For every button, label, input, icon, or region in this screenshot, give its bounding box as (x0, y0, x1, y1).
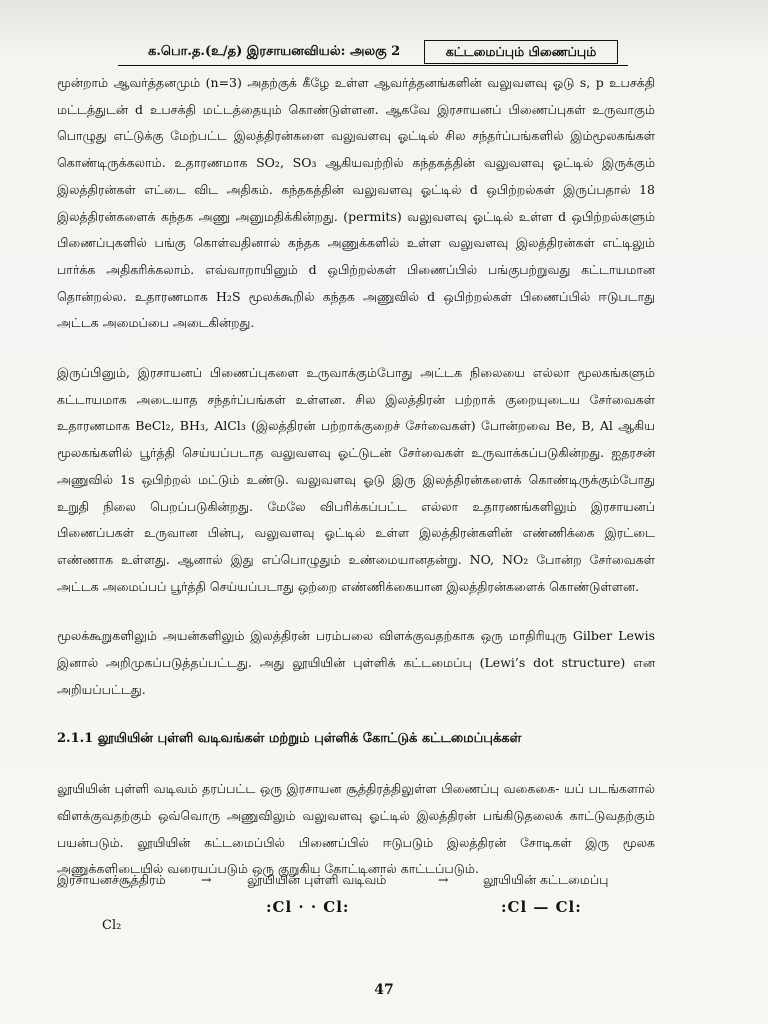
arrow-icon: → (438, 872, 449, 887)
label-lewis-dot: லூயியின் புள்ளி வடிவம் (247, 872, 387, 887)
arrow-icon: → (201, 872, 212, 887)
reaction-row (57, 872, 657, 896)
page-number: 47 (374, 982, 394, 998)
section-heading: 2.1.1 லூயியின் புள்ளி வடிவங்கள் மற்றும் புள்ளிக் கோட்டுக் கட்டமைப்புக்கள் (57, 731, 522, 747)
label-chemical-formula: இரசாயனச்சூத்திரம் (57, 872, 166, 887)
chemical-formula: Cl₂ (102, 918, 122, 933)
lewis-dot-structure: :Cl · · Cl: (266, 898, 350, 916)
section-paragraph: லூயியின் புள்ளி வடிவம் தரப்பட்ட ஒரு இரசாயன சூத்திரத்திலுள்ள பிணைப்பு வகைகை- யப் படங்களால் விளக்குவதற்கும் ஒவ்வொரு அணுவிலும் வலுவளவு ஓட்டில் இலத்திரன் பங்கிடுதலைக் காட்டுவதற்கும் பயன்படும். லூயியின் கட்டமைப்பில் பிணைப்பில் ஈடுபடும் இலத்திரன் சோடிகள் இரு மூலக அணுக்களிடையில் வரையப்படும் ஒரு குறுகிய கோட்டினால் காட்டப்படும். (57, 781, 655, 877)
header-section-box: கட்டமைப்பும் பிணைப்பும் (424, 40, 618, 64)
paragraph-3: மூலக்கூறுகளிலும் அயன்களிலும் இலத்திரன் பரம்பலை விளக்குவதற்காக ஒரு மாதிரியுரு Gilber Lewis இனால் அறிமுகப்படுத்தப்பட்டது. அது லூயியின் புள்ளிக் கட்டமைப்பு (Lewi’s dot structure) என அறியப்பட்டது. (57, 628, 655, 697)
header-rule (118, 65, 628, 66)
page-header (148, 40, 618, 66)
body-content (57, 70, 655, 883)
label-lewis-structure: லூயியின் கட்டமைப்பு (483, 872, 609, 887)
header-title: க.பொ.த.(உ/த) இரசாயனவியல்: அலகு 2 (148, 44, 401, 59)
paragraph-1: மூன்றாம் ஆவர்த்தனமும் (n=3) அதற்குக் கீழே உள்ள ஆவர்த்தனங்களின் வலுவளவு ஓடு s, p உபசக்தி மட்டத்துடன் d உபசக்தி மட்டத்தையும் கொண்டுள்ளன. ஆகவே இரசாயனப் பிணைப்புகள் உருவாகும் பொழுது எட்டுக்கு மேற்பட்ட இலத்திரன்களை வலுவளவு ஓட்டில் சில சந்தர்ப்பங்களில் இம்மூலகங்கள் கொண்டிருக்கலாம். உதாரணமாக SO₂, SO₃ ஆகியவற்றில் கந்தகத்தின் வலுவளவு ஓட்டில் இருக்கும் இலத்திரன்கள் எட்டை விட அதிகம். கந்தகத்தின் வலுவளவு ஓட்டில் d ஒபிற்றல்கள் இருப்பதால் 18 இலத்திரன்களைக் கந்தக அணு அனுமதிக்கின்றது. (permits) வலுவளவு ஓட்டில் உள்ள d ஒபிற்றல்களும் பிணைப்புகளில் பங்கு கொள்வதினால் கந்தக அணுக்களில் உள்ள வலுவளவு இலத்திரன்கள் எட்டிலும் பார்க்க அதிகரிக்கலாம். எவ்வாறாயினும் d ஒபிற்றல்கள் பிணைப்பில் பங்குபற்றுவது கட்டாயமான தொன்றல்ல. உதாரணமாக H₂S மூலக்கூறில் கந்தக அணுவில் d ஒபிற்றல்கள் பிணைப்பில் ஈடுபடாது அட்டக அமைப்பை அடைகின்றது. (57, 75, 655, 331)
lewis-line-structure: :Cl — Cl: (501, 898, 582, 916)
paragraph-2: இருப்பினும், இரசாயனப் பிணைப்புகளை உருவாக்கும்போது அட்டக நிலையை எல்லா மூலகங்களும் கட்டாயமாக அடையாத சந்தர்ப்பங்கள் உள்ளன. சில இலத்திரன் பற்றாக் குறையுடைய சேர்வைகள் உதாரணமாக BeCl₂, BH₃, AlCl₃ (இலத்திரன் பற்றாக்குறைச் சேர்வைகள்) போன்றவை Be, B, Al ஆகிய மூலகங்களில் பூர்த்தி செய்யப்படாத வலுவளவு ஓட்டுடன் சேர்வைகள் உருவாக்கப்படுகின்றது. ஐதரசன் அணுவில் 1s ஒபிற்றல் மட்டும் உண்டு. வலுவளவு ஓடு இரு இலத்திரன்களைக் கொண்டிருக்கும்போது உறுதி நிலை பெறப்படுகின்றது. மேலே விபரிக்கப்பட்ட எல்லா உதாரணங்களிலும் இரசாயனப் பிணைப்பகள் உருவான பின்பு, வலுவளவு ஓட்டில் உள்ள இலத்திரன்களின் எண்ணிக்கை இரட்டை எண்ணாக உள்ளது. ஆனால் இது எப்பொழுதும் உண்மையானதன்று. NO, NO₂ போன்ற சேர்வைகள் அட்டக அமைப்பப் பூர்த்தி செய்யப்படாது ஒற்றை எண்ணிக்கையான இலத்திரன்களைக் கொண்டுள்ளன. (57, 365, 655, 594)
